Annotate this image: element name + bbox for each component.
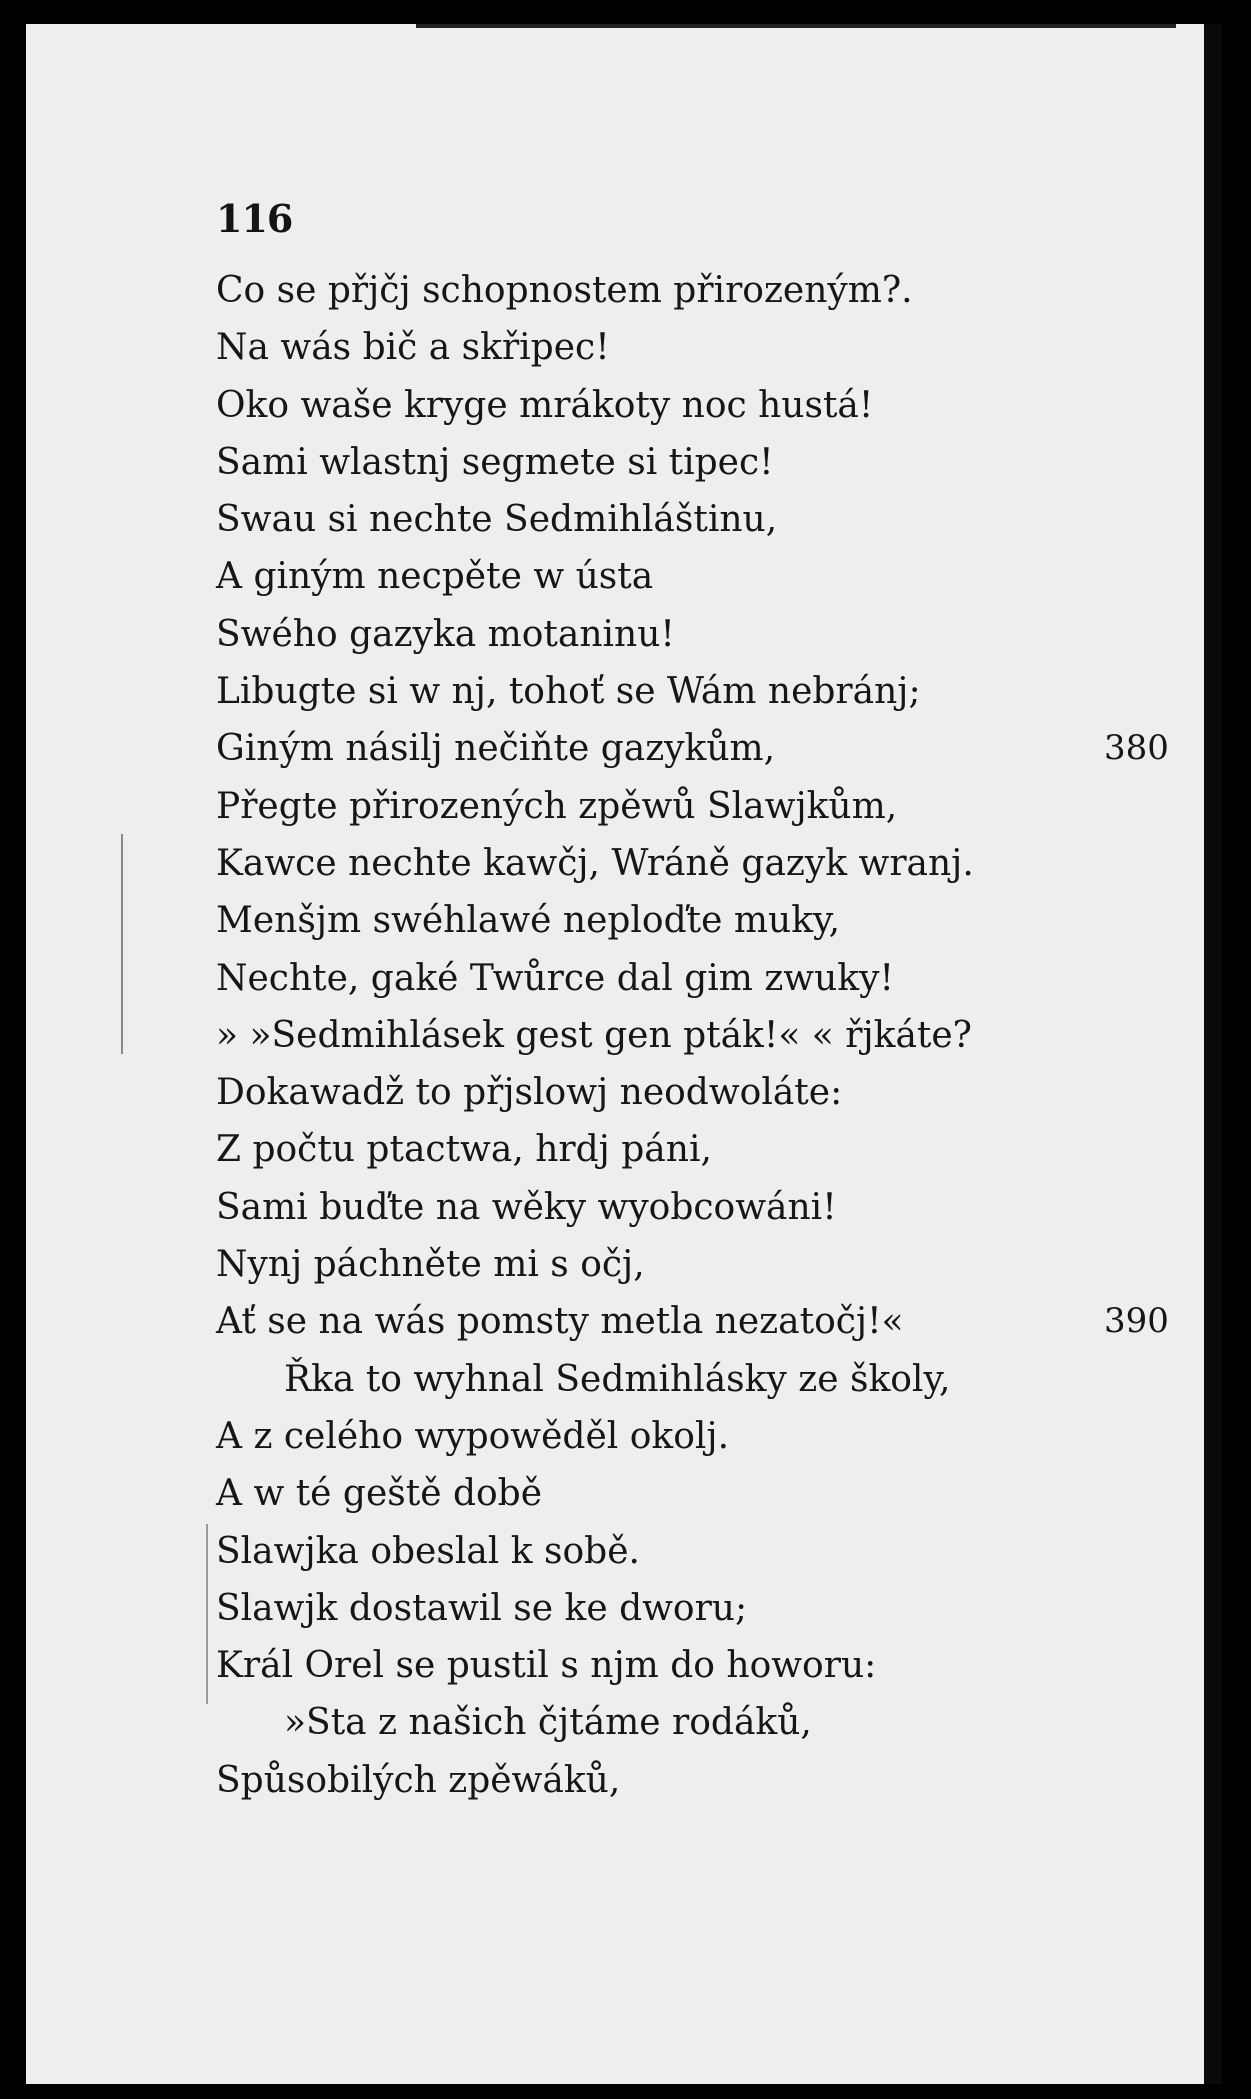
poem-line [216,663,1176,720]
poem-line [216,720,1176,777]
poem-line-text: Sami buďte na wěky wyobcowáni! [216,1186,837,1228]
poem-line [216,491,1176,548]
poem-line-text: Přegte přirozených zpěwů Slawjkům, [216,785,898,827]
poem-line-text: Na wás bič a skřipec! [216,327,610,369]
poem-line [216,1007,1176,1064]
poem-line [216,548,1176,605]
poem-line [216,606,1176,663]
poem-line [216,1580,1176,1637]
poem-line [216,1236,1176,1293]
page-number: 116 [216,196,293,241]
poem-line [216,262,1176,319]
poem-line [216,1408,1176,1465]
poem-line [216,778,1176,835]
poem-line [216,1293,1176,1350]
poem-line-text: Nechte, gaké Twůrce dal gim zwuky! [216,957,894,999]
poem-line-text: »Sta z našich čjtáme rodáků, [284,1702,812,1744]
poem [216,262,1176,1809]
poem-line-text: Z počtu ptactwa, hrdj páni, [216,1129,712,1171]
poem-line-text: Nynj páchněte mi s očj, [216,1244,645,1286]
poem-line-text: A w té geště době [216,1473,543,1515]
poem-line [216,1179,1176,1236]
poem-line-text: A z celého wypowěděl okolj. [216,1415,730,1457]
poem-line-text: Kawce nechte kawčj, Wráně gazyk wranj. [216,842,974,884]
poem-line-text: Swého gazyka motaninu! [216,613,675,655]
line-number: 390 [1104,1301,1169,1342]
margin-mark [121,834,123,1054]
poem-line-text: Sami wlastnj segmete si tipec! [216,441,774,483]
poem-line [216,434,1176,491]
poem-line [216,1752,1176,1809]
poem-line-text: Menšjm swéhlawé neploďte muky, [216,900,841,942]
poem-line [216,892,1176,949]
poem-line [216,1121,1176,1178]
poem-line [216,1523,1176,1580]
poem-line [216,835,1176,892]
poem-line-text: Ať se na wás pomsty metla nezatočj!« [216,1301,904,1343]
poem-line [216,319,1176,376]
poem-line-text: Král Orel se pustil s njm do howoru: [216,1645,877,1687]
poem-line-text: Swau si nechte Sedmihláštinu, [216,499,778,541]
poem-line [216,1064,1176,1121]
poem-line-text: Co se přjčj schopnostem přirozeným?. [216,270,913,311]
book-page [26,24,1222,2084]
poem-line-text: Dokawadž to přjslowj neodwoláte: [216,1072,843,1114]
poem-line [216,1694,1176,1751]
poem-line-text: Oko waše kryge mrákoty noc hustá! [216,384,874,426]
poem-line [216,1351,1176,1408]
poem-line-text: » »Sedmihlásek gest gen pták!« « řjkáte? [216,1014,972,1056]
poem-line [216,377,1176,434]
line-number: 380 [1104,728,1169,769]
poem-line-text: Libugte si w nj, tohoť se Wám nebránj; [216,671,921,713]
poem-line [216,950,1176,1007]
poem-line-text: Giným násilj nečiňte gazykům, [216,728,776,770]
poem-line-text: Slawjka obeslal k sobě. [216,1530,640,1572]
margin-mark [206,1524,208,1704]
top-rule [416,24,1176,28]
poem-line [216,1637,1176,1694]
poem-line-text: A giným necpěte w ústa [216,556,654,598]
poem-line [216,1465,1176,1522]
poem-line-text: Slawjk dostawil se ke dworu; [216,1587,748,1629]
poem-line-text: Řka to wyhnal Sedmihlásky ze školy, [284,1358,951,1400]
poem-line-text: Spůsobilých zpěwáků, [216,1759,621,1801]
